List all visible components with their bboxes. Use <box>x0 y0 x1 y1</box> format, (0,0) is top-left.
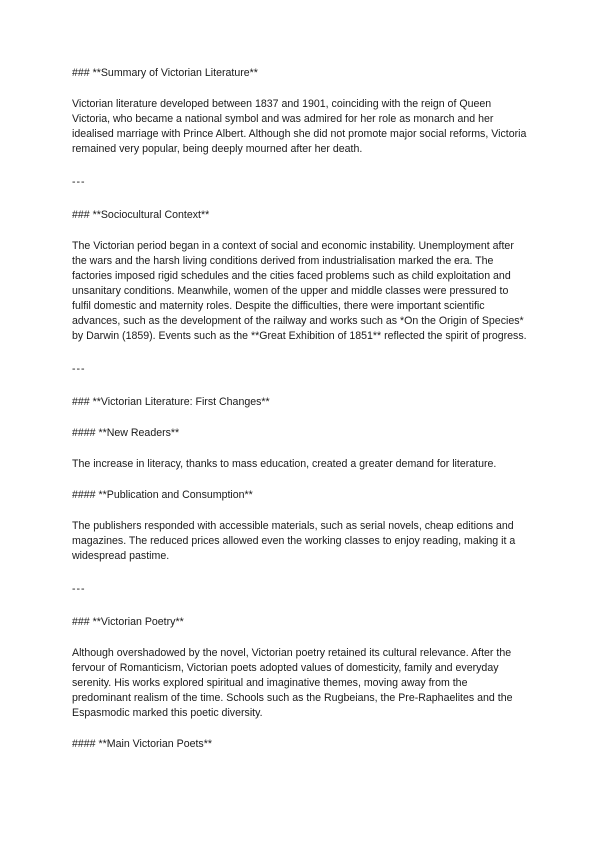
publication-paragraph: The publishers responded with accessible materials, such as serial novels, cheap editions and magazines. The reduced prices allowed even the working classes to enjoy reading, making it a widespread pastime. <box>72 520 516 562</box>
summary-heading: ### **Summary of Victorian Literature** <box>72 67 258 79</box>
horizontal-rule: --- <box>72 176 86 188</box>
new-readers-paragraph: The increase in literacy, thanks to mass education, created a greater demand for literature. <box>72 458 497 470</box>
first-changes-heading: ### **Victorian Literature: First Changes** <box>72 396 270 408</box>
context-paragraph: The Victorian period began in a context of social and economic instability. Unemployment after the wars and the harsh living conditions derived from industrialisation marked the era. The factories imposed rigid schedules and the cities faced problems such as child exploitation and unsanitary conditions. Meanwhile, women of the upper and middle classes were pressured to fulfil domestic and maternity roles. Despite the difficulties, there were important scientific advances, such as the development of the railway and works such as *On the Origin of Species* by Darwin (1859). Events such as the **Great Exhibition of 1851** reflected the spirit of progress. <box>72 240 527 342</box>
poetry-heading: ### **Victorian Poetry** <box>72 616 184 628</box>
document-page <box>72 66 528 752</box>
new-readers-heading: #### **New Readers** <box>72 427 180 439</box>
horizontal-rule: --- <box>72 363 86 375</box>
poetry-paragraph: Although overshadowed by the novel, Victorian poetry retained its cultural relevance. After the fervour of Romanticism, Victorian poets adopted values of domesticity, family and everyday serenity. His works explored spiritual and imaginative themes, moving away from the predominant realism of the time. Schools such as the Rugbeians, the Pre-Raphaelites and the Espasmodic marked this poetic diversity. <box>72 647 513 719</box>
summary-paragraph: Victorian literature developed between 1837 and 1901, coinciding with the reign of Queen Victoria, who became a national symbol and was admired for her role as monarch and her idealised marriage with Prince Albert. Although she did not promote major social reforms, Victoria remained very popular, being deeply mourned after her death. <box>72 98 527 155</box>
horizontal-rule: --- <box>72 583 86 595</box>
publication-heading: #### **Publication and Consumption** <box>72 489 253 501</box>
context-heading: ### **Sociocultural Context** <box>72 209 210 221</box>
poets-heading: #### **Main Victorian Poets** <box>72 738 212 750</box>
